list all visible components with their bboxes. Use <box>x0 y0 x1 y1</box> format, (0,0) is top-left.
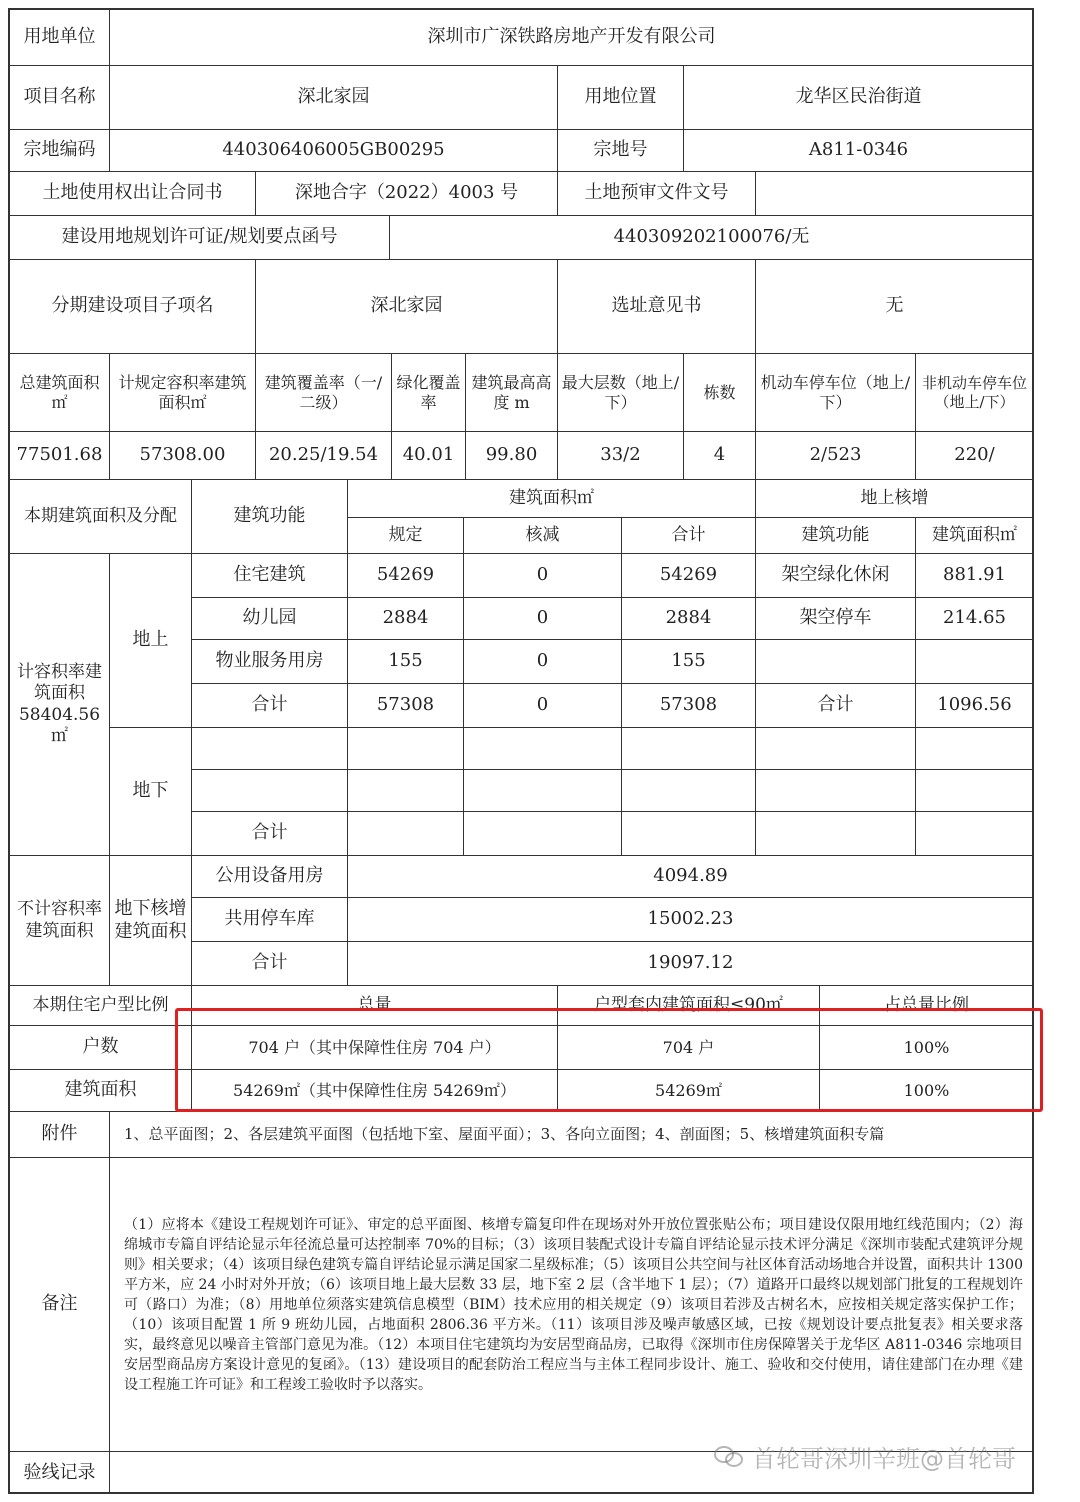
far-row-val: 57308 <box>622 684 756 728</box>
ratio-header: 总量 <box>192 986 558 1026</box>
project-name-label: 项目名称 <box>10 66 110 130</box>
far-row-val: 54269 <box>348 554 464 598</box>
ratio-header: 户型套内建筑面积≤90㎡ <box>558 986 820 1026</box>
nonfar-row-val: 15002.23 <box>348 898 1034 942</box>
far-row-extra-func: 架空停车 <box>756 598 916 640</box>
nonfar-row-func: 公用设备用房 <box>192 856 348 898</box>
far-row-extra-val: 1096.56 <box>916 684 1034 728</box>
far-below-cell <box>916 812 1034 856</box>
far-below-cell <box>348 770 464 812</box>
far-below-cell <box>464 812 622 856</box>
metric-header: 非机动车停车位（地上/下） <box>916 354 1034 432</box>
remark-value: （1）应将本《建设工程规划许可证》、审定的总平面图、核增专篇复印件在现场对外开放位置张贴公布；项目建设仅限用地红线范围内；（2）海绵城市专篇自评结论显示年径流总量可达控制率 70%的目标；（3）该项目装配式设计专篇自评结论显示技术评分满足《深圳市装配式建筑评分规则》相关要求；（4）该项目绿色建筑专篇自评结论显示满足国家二星级标准；（5）该项目公共空间与社区体育活动场地合并设置，面积共计 1300 平方米，应 24 小时对外开放；（6）该项目地上最大层数 33 层，地下室 2 层（含半地下 1 层）；（7）道路开口最终以规划部门批复的工程规划许可（路口）为准；（8）用地单位须落实建筑信息模型（BIM）技术应用的相关规定（9）该项目若涉及古树名木，应按相关规定落实保护工作；（10）该项目配置 1 所 9 班幼儿园，占地面积 2806.36 平方米。（11）该项目涉及噪声敏感区域，已按《规划设计要点批复表》相关要求落实，最终意见以噪音主管部门意见为准。（12）本项目住宅建筑均为安居型商品房，已取得《深圳市住房保障署关于龙华区 A811-0346 宗地项目安居型商品房方案设计意见的复函》。（13）建设项目的配套防治工程应当与主体工程同步设计、施工、验收和交付使用，请住建部门在办理《建设工程施工许可证》和工程竣工验收时予以落实。 <box>110 1158 1034 1452</box>
far-below-cell <box>464 770 622 812</box>
far-row-val: 57308 <box>348 684 464 728</box>
location-value: 龙华区民治街道 <box>684 66 1034 130</box>
far-below-cell <box>192 728 348 770</box>
chat-icon <box>714 1444 744 1468</box>
metric-header: 建筑最高高度 m <box>466 354 558 432</box>
parcel-code-value: 440306406005GB00295 <box>110 130 558 172</box>
dist-sub-header: 建筑面积㎡ <box>916 518 1034 554</box>
far-below-total-label: 合计 <box>192 812 348 856</box>
far-below-cell <box>622 728 756 770</box>
metric-header: 总建筑面积㎡ <box>10 354 110 432</box>
nonfar-row-val: 19097.12 <box>348 942 1034 986</box>
far-below-cell <box>192 770 348 812</box>
contract-label: 土地使用权出让合同书 <box>10 172 256 216</box>
far-row-extra-func: 架空绿化休闲 <box>756 554 916 598</box>
metric-value: 57308.00 <box>110 432 256 480</box>
far-below-cell <box>622 770 756 812</box>
far-row-extra-func <box>756 640 916 684</box>
nonfar-sub-label: 地下核增建筑面积 <box>110 856 192 986</box>
far-above-label: 地上 <box>110 554 192 728</box>
dist-sub-header: 建筑功能 <box>756 518 916 554</box>
parcel-no-value: A811-0346 <box>684 130 1034 172</box>
far-below-cell <box>756 728 916 770</box>
contract-value: 深地合字（2022）4003 号 <box>256 172 558 216</box>
nonfar-row-func: 合计 <box>192 942 348 986</box>
dist-ground-header: 地上核增 <box>756 480 1034 518</box>
planning-permit-label: 建设用地规划许可证/规划要点函号 <box>10 216 390 260</box>
metric-value: 77501.68 <box>10 432 110 480</box>
subproject-value: 深北家园 <box>256 260 558 354</box>
attach-label: 附件 <box>10 1112 110 1158</box>
ratio-row-small: 54269㎡ <box>558 1070 820 1112</box>
ratio-row-pct: 100% <box>820 1026 1034 1070</box>
metric-header: 最大层数（地上/下） <box>558 354 684 432</box>
metric-value: 99.80 <box>466 432 558 480</box>
metric-value: 4 <box>684 432 756 480</box>
watermark <box>714 1438 1074 1474</box>
dist-func-header: 建筑功能 <box>192 480 348 554</box>
metric-header: 计规定容积率建筑面积㎡ <box>110 354 256 432</box>
watermark-text: 首轮哥深圳辛班@首轮哥 <box>752 1444 1016 1473</box>
ratio-header: 占总量比例 <box>820 986 1034 1026</box>
metric-header: 建筑覆盖率（一/二级） <box>256 354 392 432</box>
far-row-extra-func: 合计 <box>756 684 916 728</box>
highlight-box <box>175 1008 1043 1112</box>
ratio-row-small: 704 户 <box>558 1026 820 1070</box>
far-row-val: 155 <box>622 640 756 684</box>
pre-review-value <box>756 172 1034 216</box>
permit-table <box>8 8 1034 1494</box>
location-label: 用地位置 <box>558 66 684 130</box>
far-row-val: 0 <box>464 684 622 728</box>
land-user-label: 用地单位 <box>10 10 110 66</box>
nonfar-row-func: 共用停车库 <box>192 898 348 942</box>
metric-value: 220/ <box>916 432 1034 480</box>
far-row-val: 0 <box>464 640 622 684</box>
far-row-val: 0 <box>464 598 622 640</box>
ratio-row-label: 户数 <box>10 1026 192 1070</box>
far-row-val: 0 <box>464 554 622 598</box>
ratio-title: 本期住宅户型比例 <box>10 986 192 1026</box>
far-row-func: 合计 <box>192 684 348 728</box>
far-below-cell <box>348 812 464 856</box>
far-row-val: 155 <box>348 640 464 684</box>
subproject-label: 分期建设项目子项名 <box>10 260 256 354</box>
site-opinion-label: 选址意见书 <box>558 260 756 354</box>
project-name-value: 深北家园 <box>110 66 558 130</box>
parcel-code-label: 宗地编码 <box>10 130 110 172</box>
far-below-cell <box>756 812 916 856</box>
dist-sub-header: 合计 <box>622 518 756 554</box>
metric-value: 33/2 <box>558 432 684 480</box>
far-below-cell <box>348 728 464 770</box>
far-row-val: 54269 <box>622 554 756 598</box>
ratio-row-total: 54269㎡（其中保障性住房 54269㎡） <box>192 1070 558 1112</box>
dist-area-header: 建筑面积㎡ <box>348 480 756 518</box>
attach-value: 1、总平面图；2、各层建筑平面图（包括地下室、屋面平面）；3、各向立面图；4、剖面图；5、核增建筑面积专篇 <box>110 1112 1034 1158</box>
remark-label: 备注 <box>10 1158 110 1452</box>
metric-header: 机动车停车位（地上/下） <box>756 354 916 432</box>
ratio-row-pct: 100% <box>820 1070 1034 1112</box>
metric-header: 绿化覆盖率 <box>392 354 466 432</box>
far-row-extra-val: 881.91 <box>916 554 1034 598</box>
nonfar-row-val: 4094.89 <box>348 856 1034 898</box>
dist-sub-header: 规定 <box>348 518 464 554</box>
far-label: 计容积率建筑面积 58404.56㎡ <box>10 554 110 856</box>
ratio-row-total: 704 户（其中保障性住房 704 户） <box>192 1026 558 1070</box>
metric-value: 2/523 <box>756 432 916 480</box>
far-row-func: 物业服务用房 <box>192 640 348 684</box>
nonfar-label: 不计容积率建筑面积 <box>10 856 110 986</box>
far-row-val: 2884 <box>348 598 464 640</box>
parcel-no-label: 宗地号 <box>558 130 684 172</box>
pre-review-label: 土地预审文件文号 <box>558 172 756 216</box>
dist-sub-header: 核减 <box>464 518 622 554</box>
far-row-extra-val <box>916 640 1034 684</box>
metric-header: 栋数 <box>684 354 756 432</box>
check-label: 验线记录 <box>10 1452 110 1494</box>
planning-permit-value: 440309202100076/无 <box>390 216 1034 260</box>
far-below-cell <box>756 770 916 812</box>
land-user-value: 深圳市广深铁路房地产开发有限公司 <box>110 10 1034 66</box>
far-row-func: 幼儿园 <box>192 598 348 640</box>
far-row-val: 2884 <box>622 598 756 640</box>
ratio-row-label: 建筑面积 <box>10 1070 192 1112</box>
far-below-cell <box>622 812 756 856</box>
far-below-label: 地下 <box>110 728 192 856</box>
metric-value: 40.01 <box>392 432 466 480</box>
metric-value: 20.25/19.54 <box>256 432 392 480</box>
far-below-cell <box>916 770 1034 812</box>
dist-title: 本期建筑面积及分配 <box>10 480 192 554</box>
site-opinion-value: 无 <box>756 260 1034 354</box>
far-below-cell <box>916 728 1034 770</box>
far-row-func: 住宅建筑 <box>192 554 348 598</box>
far-below-cell <box>464 728 622 770</box>
far-row-extra-val: 214.65 <box>916 598 1034 640</box>
